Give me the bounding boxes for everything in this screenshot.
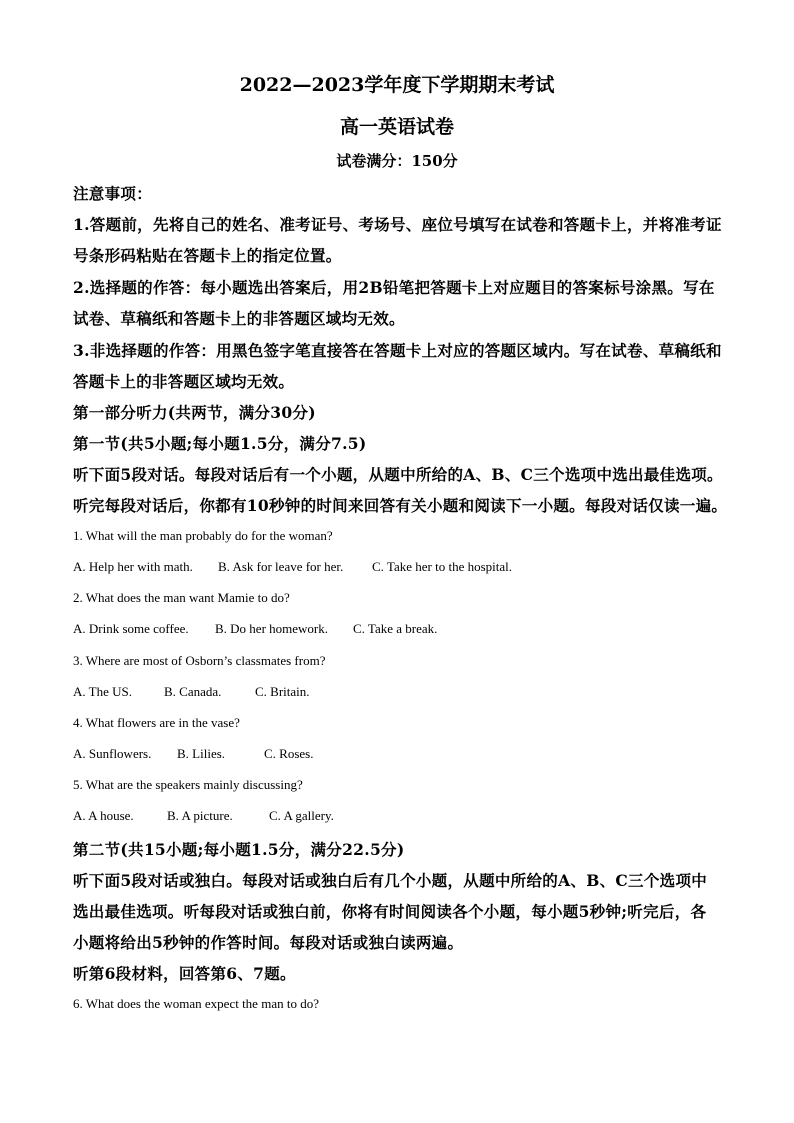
question-5: 5. What are the speakers mainly discussing?	[73, 777, 303, 792]
question-1-options	[73, 559, 512, 575]
question-3-options	[73, 684, 310, 700]
option-a: A. Sunflowers.	[73, 746, 152, 761]
option-b: B. A picture.	[167, 808, 233, 823]
exam-title: 2022—2023学年度下学期期末考试	[239, 74, 555, 96]
option-a: A. The US.	[73, 684, 132, 699]
option-c: C. Roses.	[264, 746, 314, 761]
question-5-options	[73, 808, 334, 824]
option-c: C. Take her to the hospital.	[372, 559, 513, 574]
section1-heading: 第一节(共5小题;每小题1.5分，满分7.5)	[73, 434, 367, 453]
exam-score: 试卷满分：150分	[336, 152, 458, 170]
question-2-options	[73, 621, 437, 637]
section2-instruction-line-3: 小题将给出5秒钟的作答时间。每段对话或独白读两遍。	[73, 933, 464, 952]
question-4: 4. What flowers are in the vase?	[73, 715, 240, 730]
option-b: B. Ask for leave for her.	[218, 559, 344, 574]
note-2-line-2: 试卷、草稿纸和答题卡上的非答题区域均无效。	[73, 309, 405, 328]
option-b: B. Lilies.	[177, 746, 226, 761]
section2-instruction-line-1: 听下面5段对话或独白。每段对话或独白后有几个小题，从题中所给的A、B、C三个选项中	[73, 871, 708, 890]
material-6-heading: 听第6段材料，回答第6、7题。	[73, 964, 296, 983]
question-2: 2. What does the man want Mamie to do?	[73, 590, 290, 605]
question-6: 6. What does the woman expect the man to do?	[73, 996, 319, 1011]
question-4-options	[73, 746, 313, 762]
option-c: C. Britain.	[255, 684, 310, 699]
notes-heading: 注意事项：	[73, 184, 153, 203]
option-a: A. A house.	[73, 808, 134, 823]
section1-instruction-line-1: 听下面5段对话。每段对话后有一个小题，从题中所给的A、B、C三个选项中选出最佳选项。	[73, 465, 723, 484]
note-1-line-1: 1.答题前，先将自己的姓名、准考证号、考场号、座位号填写在试卷和答题卡上，并将准考证	[73, 215, 722, 234]
note-3-line-2: 答题卡上的非答题区域均无效。	[73, 372, 295, 391]
option-a: A. Help her with math.	[73, 559, 193, 574]
option-b: B. Do her homework.	[215, 621, 329, 636]
exam-subtitle: 高一英语试卷	[339, 116, 454, 138]
note-1-line-2: 号条形码粘贴在答题卡上的指定位置。	[73, 246, 342, 265]
section2-instruction-line-2: 选出最佳选项。听每段对话或独白前，你将有时间阅读各个小题，每小题5秒钟;听完后，各	[73, 902, 707, 921]
note-3-line-1: 3.非选择题的作答：用黑色签字笔直接答在答题卡上对应的答题区域内。写在试卷、草稿纸和	[73, 341, 722, 360]
note-2-line-1: 2.选择题的作答：每小题选出答案后，用2B铅笔把答题卡上对应题目的答案标号涂黑。写在	[73, 278, 715, 297]
section2-heading: 第二节(共15小题;每小题1.5分，满分22.5分)	[73, 840, 405, 859]
option-b: B. Canada.	[164, 684, 222, 699]
section1-instruction-line-2: 听完每段对话后，你都有10秒钟的时间来回答有关小题和阅读下一小题。每段对话仅读一遍。	[73, 496, 728, 515]
question-1: 1. What will the man probably do for the woman?	[73, 528, 333, 543]
option-c: C. Take a break.	[353, 621, 438, 636]
part1-heading: 第一部分听力(共两节，满分30分)	[73, 403, 316, 422]
option-c: C. A gallery.	[269, 808, 334, 823]
question-3: 3. Where are most of Osborn’s classmates from?	[73, 653, 326, 668]
option-a: A. Drink some coffee.	[73, 621, 189, 636]
